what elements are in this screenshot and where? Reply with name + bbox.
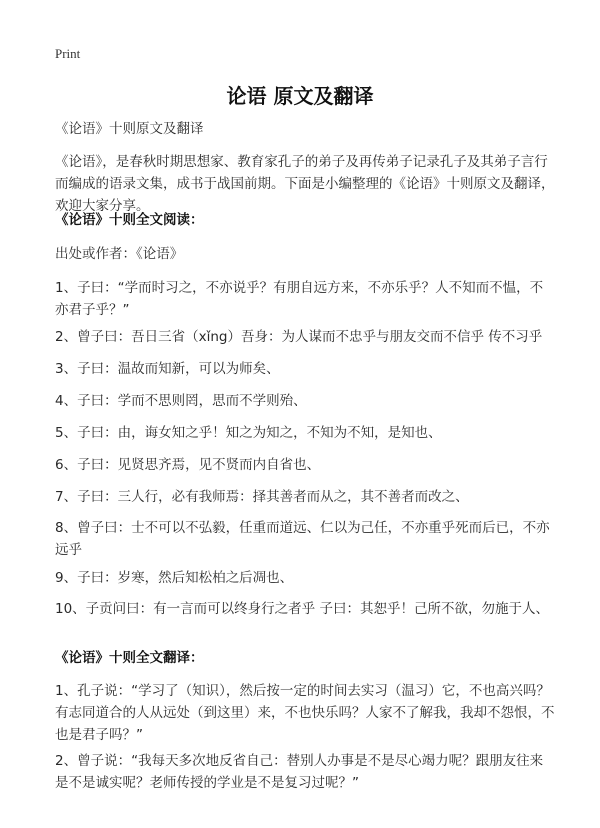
section-heading-reading: 《论语》十则全文阅读： xyxy=(55,212,204,228)
verse-item: 4、子曰：学而不思则罔，思而不学则殆、 xyxy=(55,393,307,409)
page-title: 论语 原文及翻译 xyxy=(226,84,374,108)
verse-item: 5、子曰：由，诲女知之乎！知之为知之，不知为不知，是知也、 xyxy=(55,425,442,441)
verse-item: 3、子曰：温故而知新，可以为师矣、 xyxy=(55,361,280,377)
verse-item: 8、曾子曰：士不可以不弘毅，任重而道远、仁以为己任，不亦重乎死而后已，不亦远乎 xyxy=(55,520,550,558)
verse-item: 6、子曰：见贤思齐焉，见不贤而内自省也、 xyxy=(55,457,321,473)
intro-paragraph: 《论语》，是春秋时期思想家、教育家孔子的弟子及再传弟子记录孔子及其弟子言行而编成的语录文集，成书于战国前期。下面是小编整理的《论语》十则原文及翻译，欢迎大家分享。 xyxy=(55,154,555,214)
verse-item: 2、曾子曰：吾日三省（xǐng）吾身：为人谋而不忠乎与朋友交而不信乎 传不习乎 xyxy=(55,329,543,345)
source-line: 出处或作者：《论语》 xyxy=(55,246,184,262)
section-heading-translation: 《论语》十则全文翻译： xyxy=(55,650,204,666)
translation-item: 1、孔子说：“学习了（知识），然后按一定的时间去实习（温习）它，不也高兴吗？有志同道合的人从远处（到这里）来，不也快乐吗？人家不了解我，我却不怨恨，不也是君子吗？” xyxy=(55,683,555,743)
translation-item: 2、曾子说：“我每天多次地反省自己：替别人办事是不是尽心竭力呢？跟朋友往来是不是诚实呢？老师传授的学业是不是复习过呢？” xyxy=(55,753,544,791)
print-link[interactable]: Print xyxy=(55,46,81,61)
verse-item: 1、子曰：“学而时习之，不亦说乎？有朋自远方来，不亦乐乎？人不知而不愠，不亦君子乎？” xyxy=(55,280,544,318)
subtitle: 《论语》十则原文及翻译 xyxy=(55,121,204,137)
verse-item: 9、子曰：岁寒，然后知松柏之后凋也、 xyxy=(55,570,294,586)
verse-item: 7、子曰：三人行，必有我师焉：择其善者而从之，其不善者而改之、 xyxy=(55,489,469,505)
verse-item: 10、子贡问曰：有一言而可以终身行之者乎 子曰：其恕乎！己所不欲，勿施于人、 xyxy=(55,601,549,617)
